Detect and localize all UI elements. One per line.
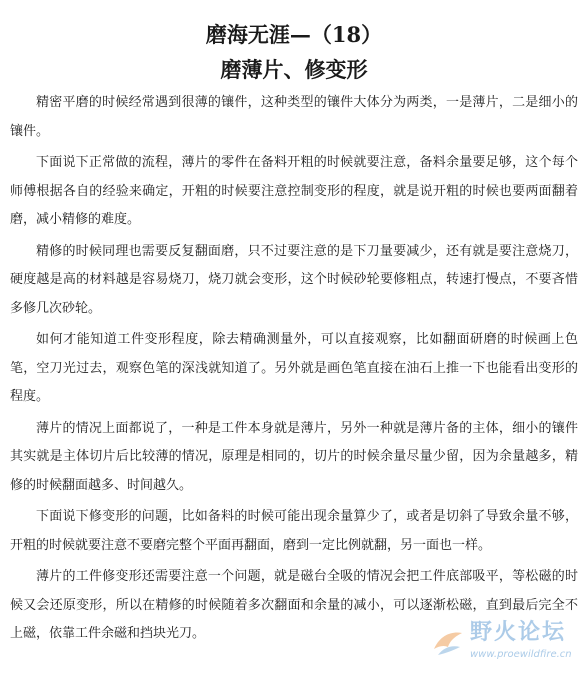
watermark-title: 野火论坛 [470,620,567,645]
paragraph-1: 精密平磨的时候经常遇到很薄的镶件，这种类型的镶件大体分为两类，一是薄片，二是细小的镶件。 [10,95,578,139]
paragraph-4: 如何才能知道工件变形程度，除去精确测量外，可以直接观察，比如翻面研磨的时候画上色笔，空刀光过去，观察色笔的深浅就知道了。另外就是画色笔直接在油石上推一下也能看出变形的程度。 [10,332,578,404]
document-title: 磨海无涯—（18） [205,22,383,47]
paragraph-7: 薄片的工件修变形还需要注意一个问题，就是磁台全吸的情况会把工件底部吸平，等松磁的时候又会还原变形，所以在精修的时候随着多次翻面和余量的减小，可以逐渐松磁，直到最后完全不上磁，依靠工件余磁和挡块光刀。 [10,569,578,641]
paragraph-6: 下面说下修变形的问题，比如备料的时候可能出现余量算少了，或者是切斜了导致余量不够，开粗的时候就要注意不要磨完整个平面再翻面，磨到一定比例就翻，另一面也一样。 [10,509,578,553]
bird-logo-icon [430,625,466,661]
paragraph-2: 下面说下正常做的流程，薄片的零件在备料开粗的时候就要注意，备料余量要足够，这个每个师傅根据各自的经验来确定，开粗的时候要注意控制变形的程度，就是说开粗的时候也要两面翻着磨，减小精修的难度。 [10,155,578,227]
paragraph-5: 薄片的情况上面都说了，一种是工件本身就是薄片，另外一种就是薄片备的主体，细小的镶件其实就是主体切片后比较薄的情况，原理是相同的，切片的时候余量尽量少留，因为余量越多，精修的时候翻面越多、时间越久。 [10,420,578,493]
document-subtitle: 磨薄片、修变形 [220,57,368,82]
paragraph-3: 精修的时候同理也需要反复翻面磨，只不过要注意的是下刀量要减少，还有就是要注意烧刀，硬度越是高的材料越是容易烧刀，烧刀就会变形，这个时候砂轮要修粗点，转速打慢点，不要吝惜多修几次砂轮。 [10,243,578,316]
document-body [10,89,578,652]
watermark-url: www.proewildfire.cn [470,649,572,660]
forum-watermark [430,619,580,667]
